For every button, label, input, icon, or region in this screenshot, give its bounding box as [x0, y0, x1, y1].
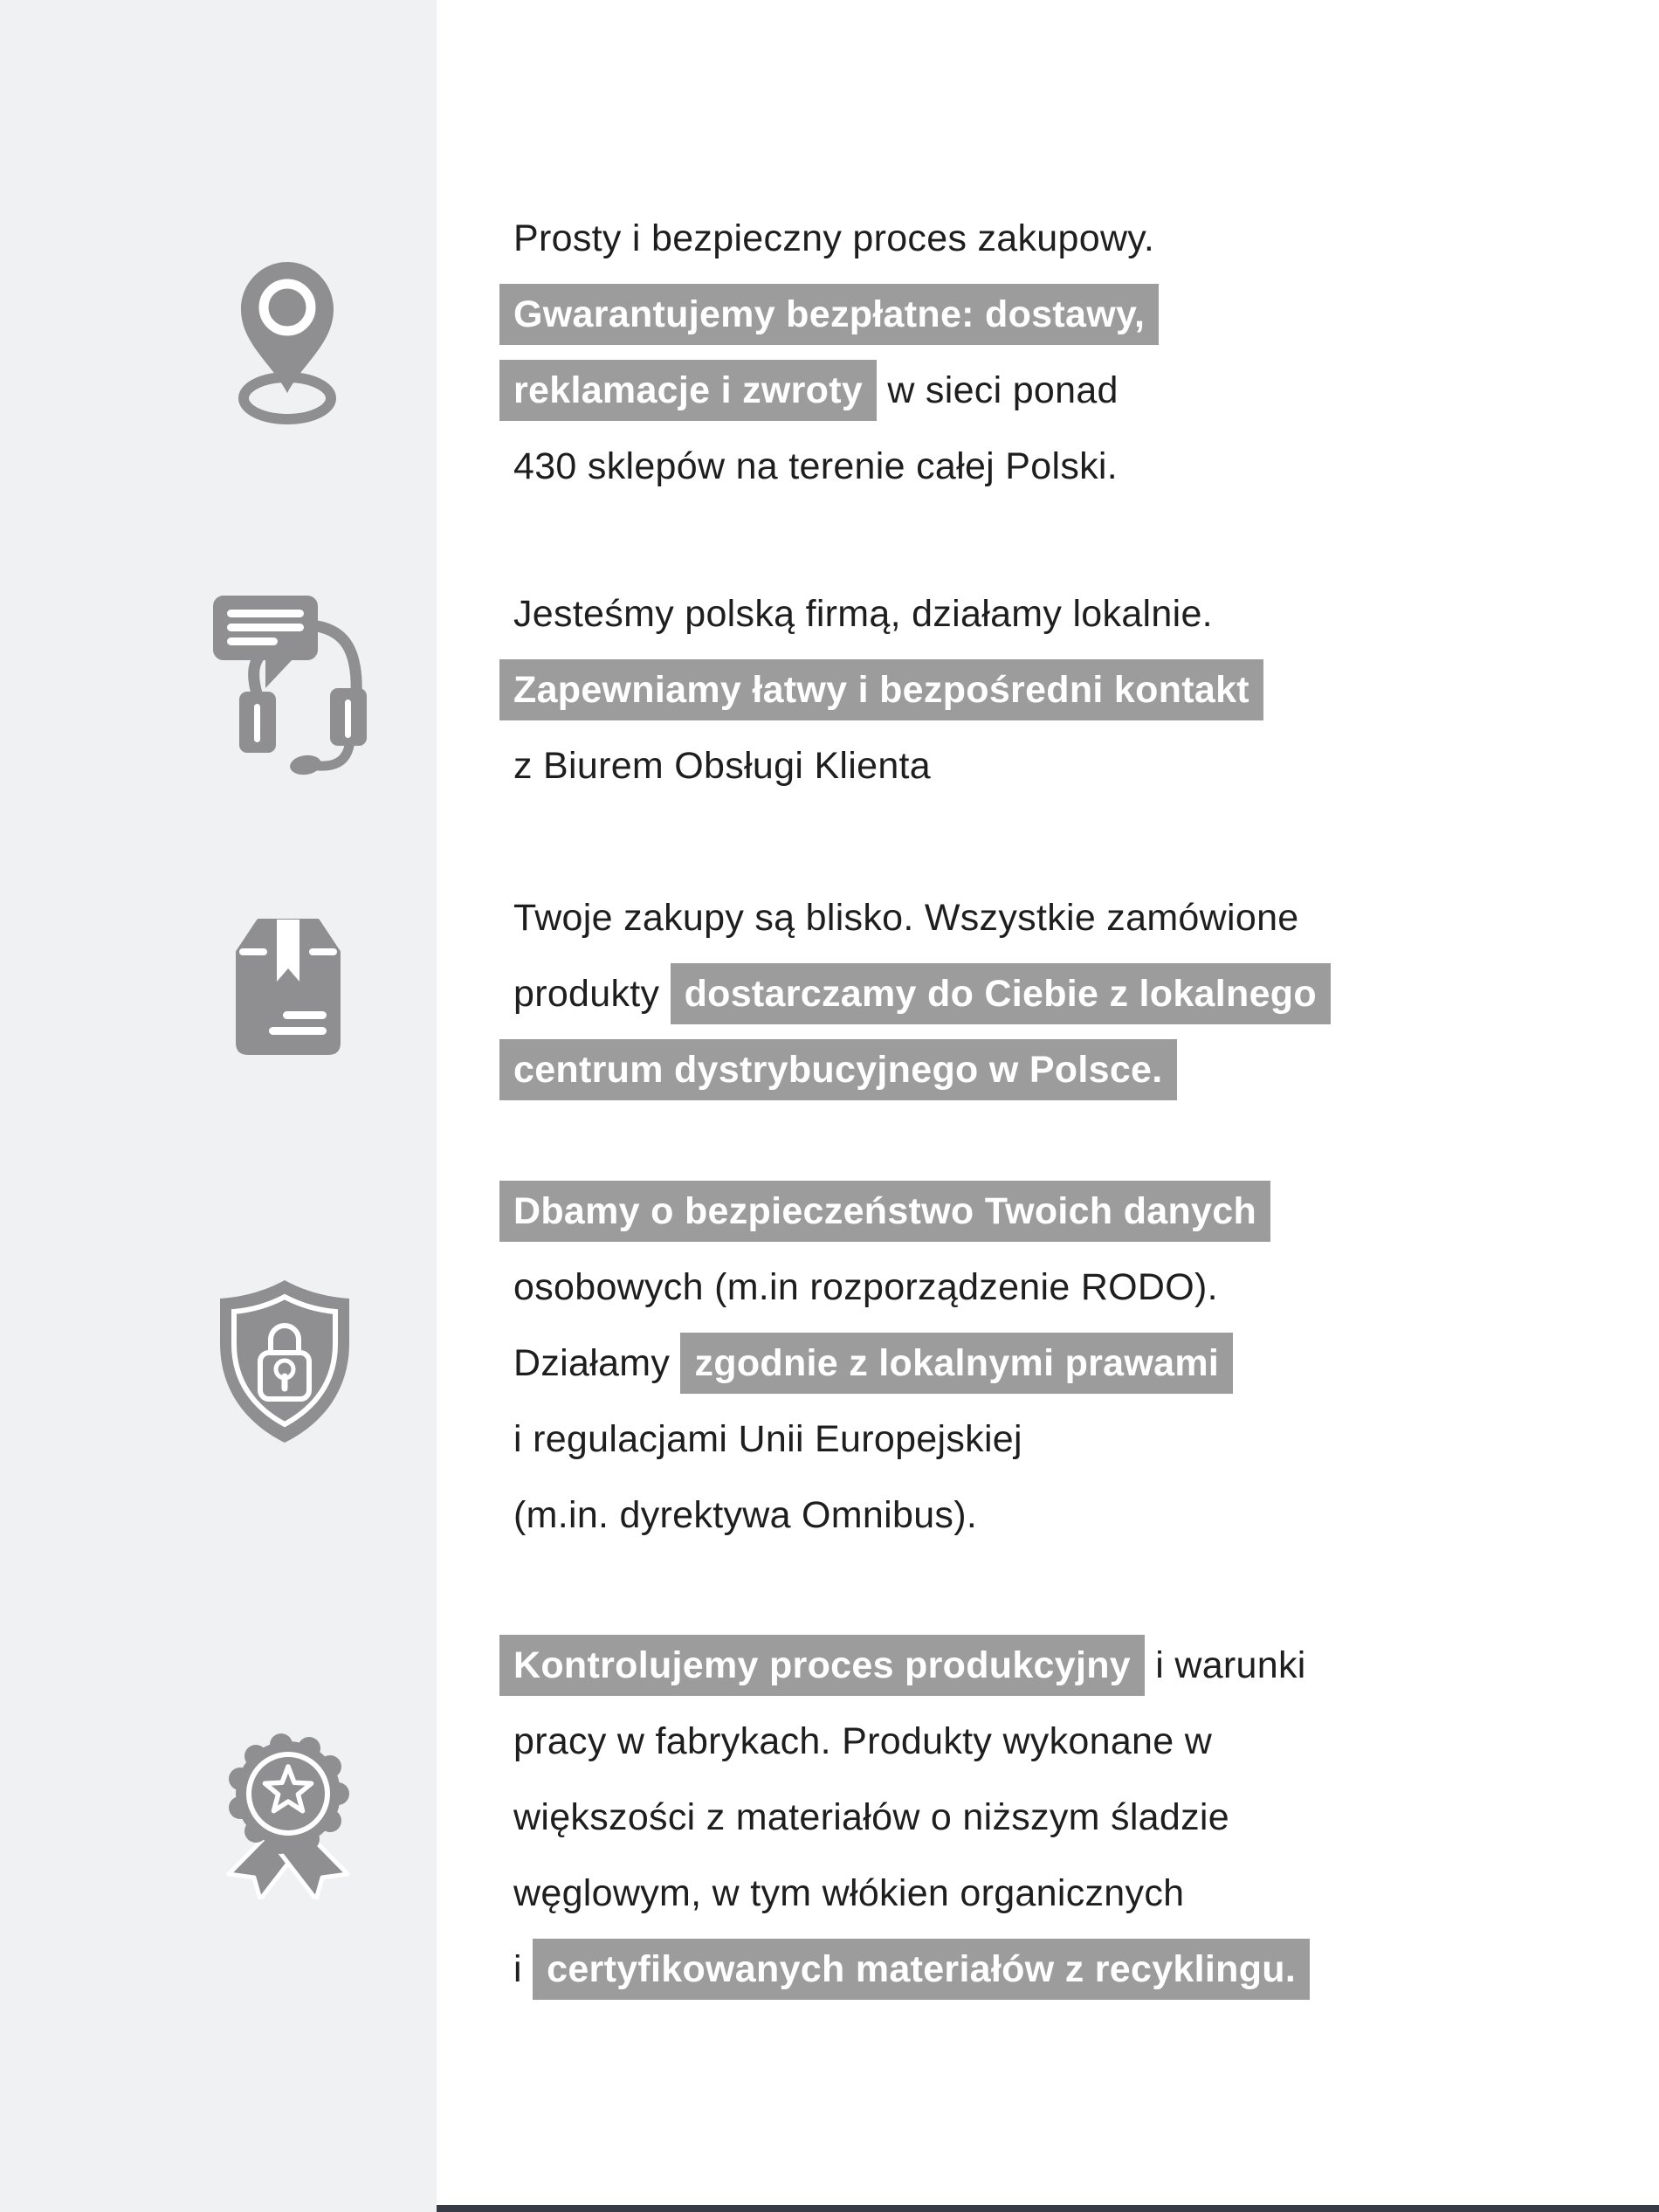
text-line	[513, 277, 1159, 353]
text-line	[513, 1628, 1310, 1704]
text-segment: węglowym, w tym włókien organicznych	[513, 1872, 1185, 1914]
feature-production-control	[513, 1628, 1310, 2008]
text-line	[513, 880, 1331, 956]
text-line	[513, 956, 1331, 1032]
highlighted-text: Kontrolujemy proces produkcyjny	[499, 1635, 1145, 1696]
next-section-edge	[437, 2205, 1659, 2212]
text-segment: Twoje zakupy są blisko. Wszystkie zamówione	[513, 897, 1299, 939]
text-line	[513, 1174, 1270, 1250]
text-line	[513, 1932, 1310, 2008]
text-line	[513, 1250, 1270, 1326]
text-segment: 430 sklepów na terenie całej Polski.	[513, 445, 1119, 487]
text-line	[513, 1032, 1331, 1108]
text-segment: produkty	[513, 973, 671, 1015]
text-line	[513, 353, 1159, 429]
highlighted-text: centrum dystrybucyjnego w Polsce.	[499, 1039, 1177, 1100]
award-ribbon-icon	[204, 1719, 372, 1904]
highlighted-text: Zapewniamy łatwy i bezpośredni kontakt	[499, 659, 1263, 720]
text-line	[513, 1856, 1310, 1932]
text-segment: i regulacjami Unii Europejskiej	[513, 1418, 1022, 1460]
text-segment: z Biurem Obsługi Klienta	[513, 745, 932, 787]
text-line	[513, 1478, 1270, 1554]
text-segment: Prosty i bezpieczny proces zakupowy.	[513, 217, 1155, 259]
text-segment: większości z materiałów o niższym śladzie	[513, 1796, 1229, 1838]
text-line	[513, 201, 1159, 277]
highlighted-text: certyfikowanych materiałów z recyklingu.	[533, 1939, 1310, 2000]
feature-customer-service	[513, 576, 1263, 804]
feature-local-distribution	[513, 880, 1331, 1108]
package-icon	[227, 915, 349, 1064]
text-segment: Działamy	[513, 1342, 681, 1384]
feature-free-delivery	[513, 201, 1159, 505]
text-line	[513, 1326, 1270, 1402]
text-segment: i	[513, 1948, 533, 1990]
text-line	[513, 1402, 1270, 1478]
highlighted-text: Dbamy o bezpieczeństwo Twoich danych	[499, 1181, 1270, 1242]
text-segment: osobowych (m.in rozporządzenie RODO).	[513, 1266, 1218, 1308]
text-segment: (m.in. dyrektywa Omnibus).	[513, 1494, 978, 1536]
text-line	[513, 429, 1159, 505]
text-segment: pracy w fabrykach. Produkty wykonane w	[513, 1720, 1213, 1762]
headset-chat-icon	[208, 590, 367, 782]
text-line	[513, 1704, 1310, 1780]
text-line	[513, 652, 1263, 728]
text-segment: i warunki	[1145, 1644, 1306, 1686]
location-pin-icon	[221, 260, 352, 429]
text-line	[513, 576, 1263, 652]
text-segment: Jesteśmy polską firmą, działamy lokalnie.	[513, 593, 1213, 635]
text-line	[513, 1780, 1310, 1856]
highlighted-text: Gwarantujemy bezpłatne: dostawy,	[499, 284, 1159, 345]
highlighted-text: dostarczamy do Ciebie z lokalnego	[671, 963, 1331, 1024]
highlighted-text: zgodnie z lokalnymi prawami	[680, 1333, 1233, 1394]
text-line	[513, 728, 1263, 804]
highlighted-text: reklamacje i zwroty	[499, 360, 877, 421]
feature-data-security	[513, 1174, 1270, 1554]
text-segment: w sieci ponad	[877, 369, 1119, 411]
shield-lock-icon	[210, 1275, 360, 1452]
